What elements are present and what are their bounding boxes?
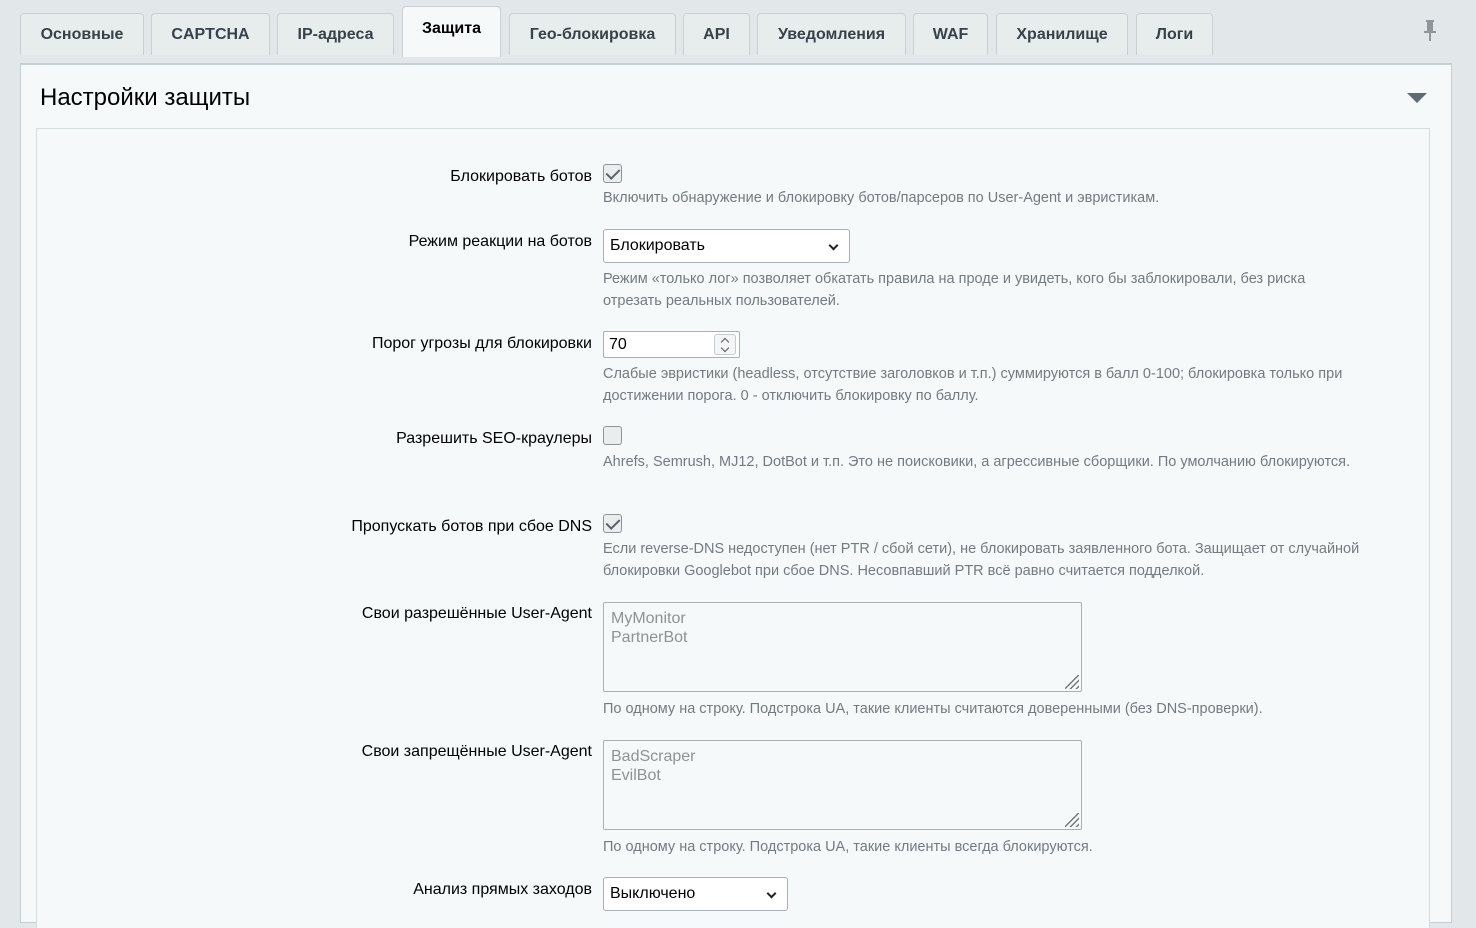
resize-grip-icon[interactable] [1065, 813, 1079, 827]
chevron-down-icon [829, 241, 839, 251]
tab-api[interactable]: API [683, 13, 750, 55]
threat-threshold-input[interactable] [603, 331, 740, 358]
tab-protection[interactable]: Защита [402, 6, 501, 57]
spinner-arrows-icon[interactable] [714, 334, 736, 355]
blocked-ua-textarea[interactable] [603, 740, 1082, 830]
allowed-ua-hint: По одному на строку. Подстрока UA, такие клиенты считаются доверенными (без DNS-проверки). [603, 701, 1263, 717]
allowed-ua-placeholder-2: PartnerBot [611, 629, 688, 646]
settings-form [36, 128, 1430, 928]
tab-geo-blocking[interactable]: Гео-блокировка [509, 13, 676, 55]
protection-settings-panel [20, 63, 1452, 923]
blocked-ua-placeholder-2: EvilBot [611, 767, 661, 784]
skip-dns-checkbox[interactable] [603, 514, 622, 533]
resize-grip-icon[interactable] [1065, 675, 1079, 689]
blocked-ua-placeholder-1: BadScraper [611, 748, 696, 765]
tab-waf[interactable]: WAF [913, 13, 988, 55]
skip-dns-label: Пропускать ботов при сбое DNS [351, 518, 592, 535]
threat-threshold-hint: Слабые эвристики (headless, отсутствие заголовков и т.п.) суммируются в балл 0-100; блокировка только при достижении порога. 0 - отключить блокировку по баллу. [603, 366, 1343, 404]
blocked-ua-label: Свои запрещённые User-Agent [361, 743, 592, 760]
triangle-down-icon[interactable] [1407, 93, 1427, 103]
allow-seo-label: Разрешить SEO-краулеры [396, 430, 592, 447]
direct-analysis-label: Анализ прямых заходов [413, 881, 592, 898]
allowed-ua-textarea[interactable] [603, 602, 1082, 692]
tab-logs[interactable]: Логи [1136, 13, 1213, 55]
skip-dns-hint: Если reverse-DNS недоступен (нет PTR / сбой сети), не блокировать заявленного бота. Защищает от случайной блокировки Googlebot при сбое DNS. Несовпавший PTR всё равно считается подделкой. [603, 541, 1360, 579]
allow-seo-hint: Ahrefs, Semrush, MJ12, DotBot и т.п. Это не поисковики, а агрессивные сборщики. По умолчанию блокируются. [603, 454, 1351, 470]
allow-seo-checkbox[interactable] [603, 426, 622, 445]
bot-mode-value: Блокировать [610, 237, 705, 254]
tab-main[interactable]: Основные [20, 13, 144, 55]
allowed-ua-label: Свои разрешённые User-Agent [361, 605, 592, 622]
block-bots-hint: Включить обнаружение и блокировку ботов/парсеров по User-Agent и эвристикам. [603, 190, 1160, 206]
bot-mode-select[interactable] [603, 229, 850, 263]
blocked-ua-hint: По одному на строку. Подстрока UA, такие клиенты всегда блокируются. [603, 839, 1093, 855]
bot-mode-hint: Режим «только лог» позволяет обкатать правила на проде и увидеть, кого бы заблокировали, без риска отрезать реальных пользователей. [603, 271, 1306, 309]
threat-threshold-value: 70 [609, 335, 627, 353]
tab-storage[interactable]: Хранилище [996, 13, 1128, 55]
direct-analysis-value: Выключено [610, 885, 696, 902]
chevron-down-icon [767, 889, 777, 899]
panel-title: Настройки защиты [40, 84, 251, 111]
tab-captcha[interactable]: CAPTCHA [151, 13, 270, 55]
tab-bar [20, 6, 1452, 56]
tab-ip-addresses[interactable]: IP-адреса [277, 13, 394, 55]
direct-analysis-select[interactable] [603, 877, 788, 911]
bot-mode-label: Режим реакции на ботов [408, 233, 592, 250]
tab-notifications[interactable]: Уведомления [757, 13, 906, 55]
block-bots-label: Блокировать ботов [450, 168, 592, 185]
threat-threshold-label: Порог угрозы для блокировки [371, 335, 592, 352]
allowed-ua-placeholder-1: MyMonitor [611, 610, 686, 627]
pin-icon[interactable] [1422, 19, 1438, 43]
